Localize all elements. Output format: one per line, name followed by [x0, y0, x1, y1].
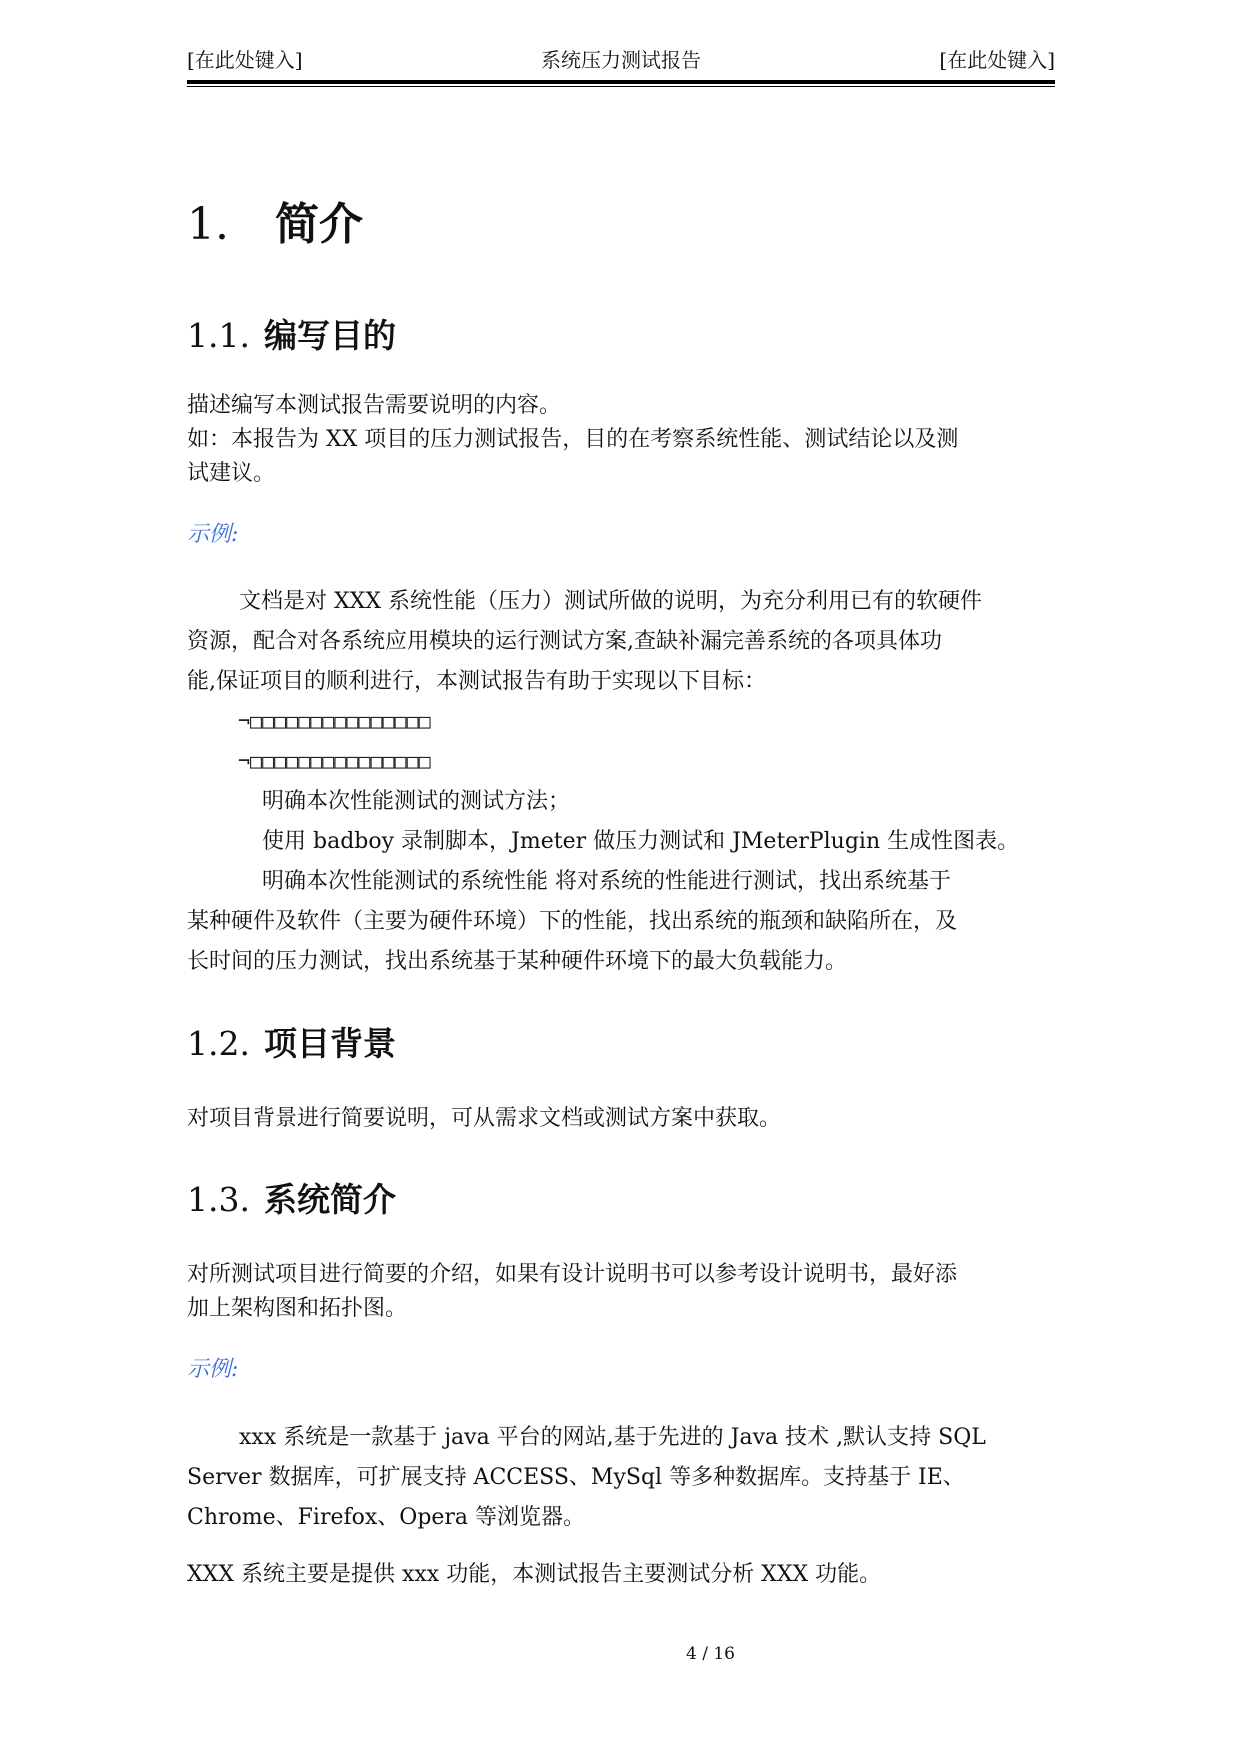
paragraph-line: 对所测试项目进行简要的介绍，如果有设计说明书可以参考设计说明书，最好添 — [187, 1262, 958, 1287]
paragraph-line: XXX 系统主要是提供 xxx 功能，本测试报告主要测试分析 XXX 功能。 — [187, 1562, 882, 1587]
list-item: 明确本次性能测试的测试方法； — [262, 789, 571, 814]
section-1-title: 简介 — [275, 199, 363, 250]
section-1-2-title: 项目背景 — [263, 1024, 396, 1063]
paragraph-line: 对项目背景进行简要说明，可从需求文档或测试方案中获取。 — [187, 1106, 782, 1131]
paragraph-line: 描述编写本测试报告需要说明的内容。 — [187, 393, 562, 418]
section-1-2-number: 1.2. — [187, 1024, 250, 1063]
example-line: xxx 系统是一款基于 java 平台的网站,基于先进的 Java 技术 ,默认支持 SQL — [239, 1425, 986, 1450]
page-number: 4 / 16 — [686, 1644, 735, 1664]
paragraph-line: 试建议。 — [187, 461, 276, 486]
example-label: 示例: — [187, 522, 239, 547]
paragraph-line: 长时间的压力测试，找出系统基于某种硬件环境下的最大负载能力。 — [187, 949, 848, 974]
header-right-placeholder[interactable]: [在此处键入] — [939, 48, 1055, 72]
section-1-1-title: 编写目的 — [263, 316, 396, 355]
header-left-placeholder[interactable]: [在此处键入] — [187, 48, 303, 72]
list-item: 使用 badboy 录制脚本，Jmeter 做压力测试和 JMeterPlugin 生成性图表。 — [262, 829, 1020, 854]
paragraph-line: 加上架构图和拓扑图。 — [187, 1296, 408, 1321]
header-title: 系统压力测试报告 — [541, 48, 701, 72]
paragraph-line: 如：本报告为 XX 项目的压力测试报告，目的在考察系统性能、测试结论以及测 — [187, 427, 959, 452]
paragraph-line: 某种硬件及软件（主要为硬件环境）下的性能，找出系统的瓶颈和缺陷所在，及 — [187, 909, 958, 934]
example-label: 示例: — [187, 1357, 239, 1382]
page-header — [187, 46, 1055, 80]
paragraph-line: 明确本次性能测试的系统性能 将对系统的性能进行测试，找出系统基于 — [262, 869, 951, 894]
page-footer — [0, 1642, 1241, 1666]
example-line: 文档是对 XXX 系统性能（压力）测试所做的说明，为充分利用已有的软硬件 — [239, 589, 982, 614]
list-item: ¬□□□□□□□□□□□□□□□ — [238, 749, 431, 773]
list-item: ¬□□□□□□□□□□□□□□□ — [238, 709, 431, 733]
example-line: Server 数据库，可扩展支持 ACCESS、MySql 等多种数据库。支持基于 IE、 — [187, 1465, 965, 1490]
example-line: Chrome、Firefox、Opera 等浏览器。 — [187, 1505, 586, 1530]
section-1-number: 1. — [187, 199, 229, 250]
section-1-1-heading — [187, 314, 396, 358]
example-line: 资源，配合对各系统应用模块的运行测试方案,查缺补漏完善系统的各项具体功 — [187, 629, 942, 654]
example-line: 能,保证项目的顺利进行，本测试报告有助于实现以下目标： — [187, 669, 766, 694]
section-1-3-title: 系统简介 — [263, 1180, 396, 1219]
header-rule-thin — [187, 86, 1055, 87]
section-1-1-number: 1.1. — [187, 316, 250, 355]
section-1-3-heading — [187, 1178, 396, 1222]
section-1-2-heading — [187, 1022, 396, 1066]
section-1-3-number: 1.3. — [187, 1180, 250, 1219]
header-rule — [187, 80, 1055, 84]
section-1-heading — [187, 195, 363, 255]
